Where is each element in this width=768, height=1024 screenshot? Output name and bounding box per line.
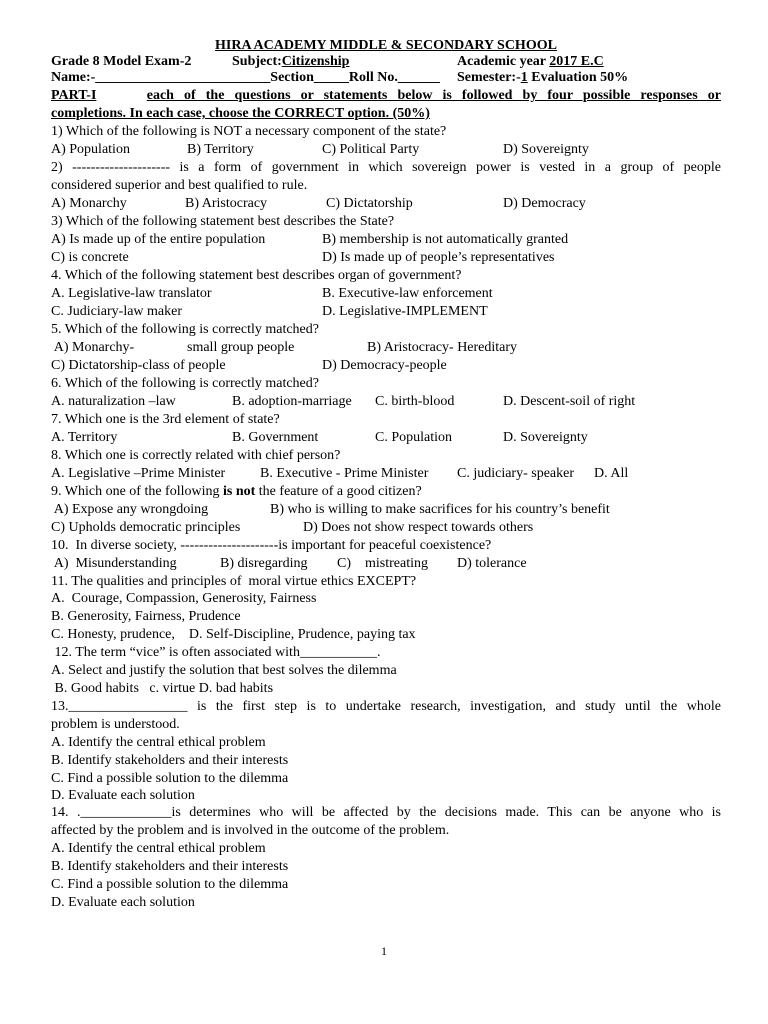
question-8-options	[51, 465, 721, 483]
question-2-options	[51, 195, 721, 213]
question-11-option-a: A. Courage, Compassion, Generosity, Fairness	[51, 591, 317, 606]
question-4: 4. Which of the following statement best describes organ of government?	[51, 268, 462, 283]
question-2-line2: considered superior and best qualified to rule.	[51, 178, 308, 193]
question-8: 8. Which one is correctly related with chief person?	[51, 448, 341, 463]
option-c: C) Dictatorship	[326, 196, 413, 211]
semester-field: Semester:-1 Evaluation 50%	[457, 70, 629, 85]
question-5: 5. Which of the following is correctly matched?	[51, 322, 319, 337]
option-d: D) Is made up of people’s representatives	[322, 250, 555, 265]
question-7-options	[51, 429, 721, 447]
question-12: 12. The term “vice” is often associated with___________.	[51, 645, 381, 660]
question-14-line1: 14. ._____________is determines who will be affected by the decisions made. This can be anyone who is	[51, 805, 721, 820]
option-a: A) Monarchy	[51, 196, 127, 211]
question-11: 11. The qualities and principles of moral virtue ethics EXCEPT?	[51, 574, 417, 589]
option-c: C) mistreating	[337, 556, 428, 571]
school-name: HIRA ACADEMY MIDDLE & SECONDARY SCHOOL	[215, 38, 557, 53]
option-c: C. Judiciary-law maker	[51, 304, 183, 319]
question-13-option-c: C. Find a possible solution to the dilemma	[51, 771, 289, 786]
option-d: D. Legislative-IMPLEMENT	[322, 304, 488, 319]
option-b: B) who is willing to make sacrifices for his country’s benefit	[270, 502, 610, 517]
question-14-option-d: D. Evaluate each solution	[51, 895, 195, 910]
question-9-options-row2	[51, 519, 721, 537]
option-a: A) Misunderstanding	[51, 556, 177, 571]
option-b: B) membership is not automatically granted	[322, 232, 569, 247]
option-a: A. Territory	[51, 430, 118, 445]
question-1-options	[51, 141, 721, 159]
option-c: C. Population	[375, 430, 453, 445]
option-d: D. Sovereignty	[503, 430, 588, 445]
option-d: D. All	[594, 466, 629, 481]
option-b: B. Executive - Prime Minister	[260, 466, 429, 481]
option-c: C. judiciary- speaker	[457, 466, 575, 481]
option-a: A) Population	[51, 142, 130, 157]
question-6-options	[51, 393, 721, 411]
academic-year-field: Academic year 2017 E.C	[457, 54, 604, 69]
question-14-line2: affected by the problem and is involved in the outcome of the problem.	[51, 823, 450, 838]
option-c: C) Upholds democratic principles	[51, 520, 241, 535]
question-11-option-b: B. Generosity, Fairness, Prudence	[51, 609, 241, 624]
option-a: A. naturalization –law	[51, 394, 176, 409]
part-instructions-line2: completions. In each case, choose the CORRECT option. (50%)	[51, 106, 430, 121]
question-2-line1: 2) --------------------- is a form of government in which sovereign power is vested in a group of people	[51, 160, 721, 175]
option-d: D) Democracy-people	[322, 358, 447, 373]
option-d: D) Democracy	[503, 196, 586, 211]
name-section-roll-field: Name:-_________________________Section_____Roll No.______	[51, 70, 440, 85]
grade-label: Grade 8 Model Exam-2	[51, 54, 192, 69]
question-5-options-row2	[51, 357, 721, 375]
option-b: B. Government	[232, 430, 319, 445]
question-6: 6. Which of the following is correctly matched?	[51, 376, 319, 391]
question-10: 10. In diverse society, ---------------------is important for peaceful coexistence?	[51, 538, 492, 553]
option-d: D. Descent-soil of right	[503, 394, 636, 409]
option-b: B) Aristocracy	[185, 196, 268, 211]
question-4-options-row2	[51, 303, 721, 321]
question-14-option-c: C. Find a possible solution to the dilemma	[51, 877, 289, 892]
question-13-option-d: D. Evaluate each solution	[51, 788, 195, 803]
question-14-option-a: A. Identify the central ethical problem	[51, 841, 266, 856]
option-d: D) Does not show respect towards others	[303, 520, 534, 535]
question-9-options-row1	[51, 501, 721, 519]
option-b: B. Executive-law enforcement	[322, 286, 493, 301]
question-13-option-a: A. Identify the central ethical problem	[51, 735, 266, 750]
question-7: 7. Which one is the 3rd element of state?	[51, 412, 280, 427]
part-label: PART-I	[51, 88, 97, 103]
student-info-row	[51, 69, 721, 87]
question-11-option-cd: C. Honesty, prudence, D. Self-Discipline, Prudence, paying tax	[51, 627, 416, 642]
option-a: A. Legislative –Prime Minister	[51, 466, 226, 481]
page-number: 1	[381, 944, 387, 958]
question-3-options-row2	[51, 249, 721, 267]
option-a: A) Expose any wrongdoing	[51, 502, 209, 517]
option-c: C. birth-blood	[375, 394, 455, 409]
question-5-options-row1	[51, 339, 721, 357]
question-10-options	[51, 555, 721, 573]
part-instructions-line1: PART-I each of the questions or statements below is followed by four possible responses or	[51, 88, 721, 103]
option-a: A) Monarchy-	[51, 340, 135, 355]
option-b: B) disregarding	[220, 556, 308, 571]
question-4-options-row1	[51, 285, 721, 303]
option-b: B) Aristocracy- Hereditary	[367, 340, 518, 355]
question-12-option-a: A. Select and justify the solution that best solves the dilemma	[51, 663, 397, 678]
question-12-option-bcd: B. Good habits c. virtue D. bad habits	[51, 681, 274, 696]
question-9: 9. Which one of the following is not the feature of a good citizen?	[51, 484, 422, 499]
question-3-options-row1	[51, 231, 721, 249]
option-a: A) Is made up of the entire population	[51, 232, 266, 247]
option-d: D) tolerance	[457, 556, 527, 571]
option-c: C) is concrete	[51, 250, 129, 265]
question-13-line2: problem is understood.	[51, 717, 180, 732]
question-3: 3) Which of the following statement best describes the State?	[51, 214, 395, 229]
question-14-option-b: B. Identify stakeholders and their interests	[51, 859, 289, 874]
option-c: C) Dictatorship-class of people	[51, 358, 226, 373]
option-a: A. Legislative-law translator	[51, 286, 212, 301]
option-b: B. adoption-marriage	[232, 394, 352, 409]
option-b: B) Territory	[187, 142, 254, 157]
option-a-match: small group people	[187, 340, 295, 355]
question-13-line1: 13._________________ is the first step is to undertake research, investigation, and study until the whole	[51, 699, 721, 714]
question-13-option-b: B. Identify stakeholders and their interests	[51, 753, 289, 768]
option-c: C) Political Party	[322, 142, 420, 157]
question-1: 1) Which of the following is NOT a necessary component of the state?	[51, 124, 447, 139]
option-d: D) Sovereignty	[503, 142, 589, 157]
subject-field: Subject:Citizenship	[232, 54, 350, 69]
